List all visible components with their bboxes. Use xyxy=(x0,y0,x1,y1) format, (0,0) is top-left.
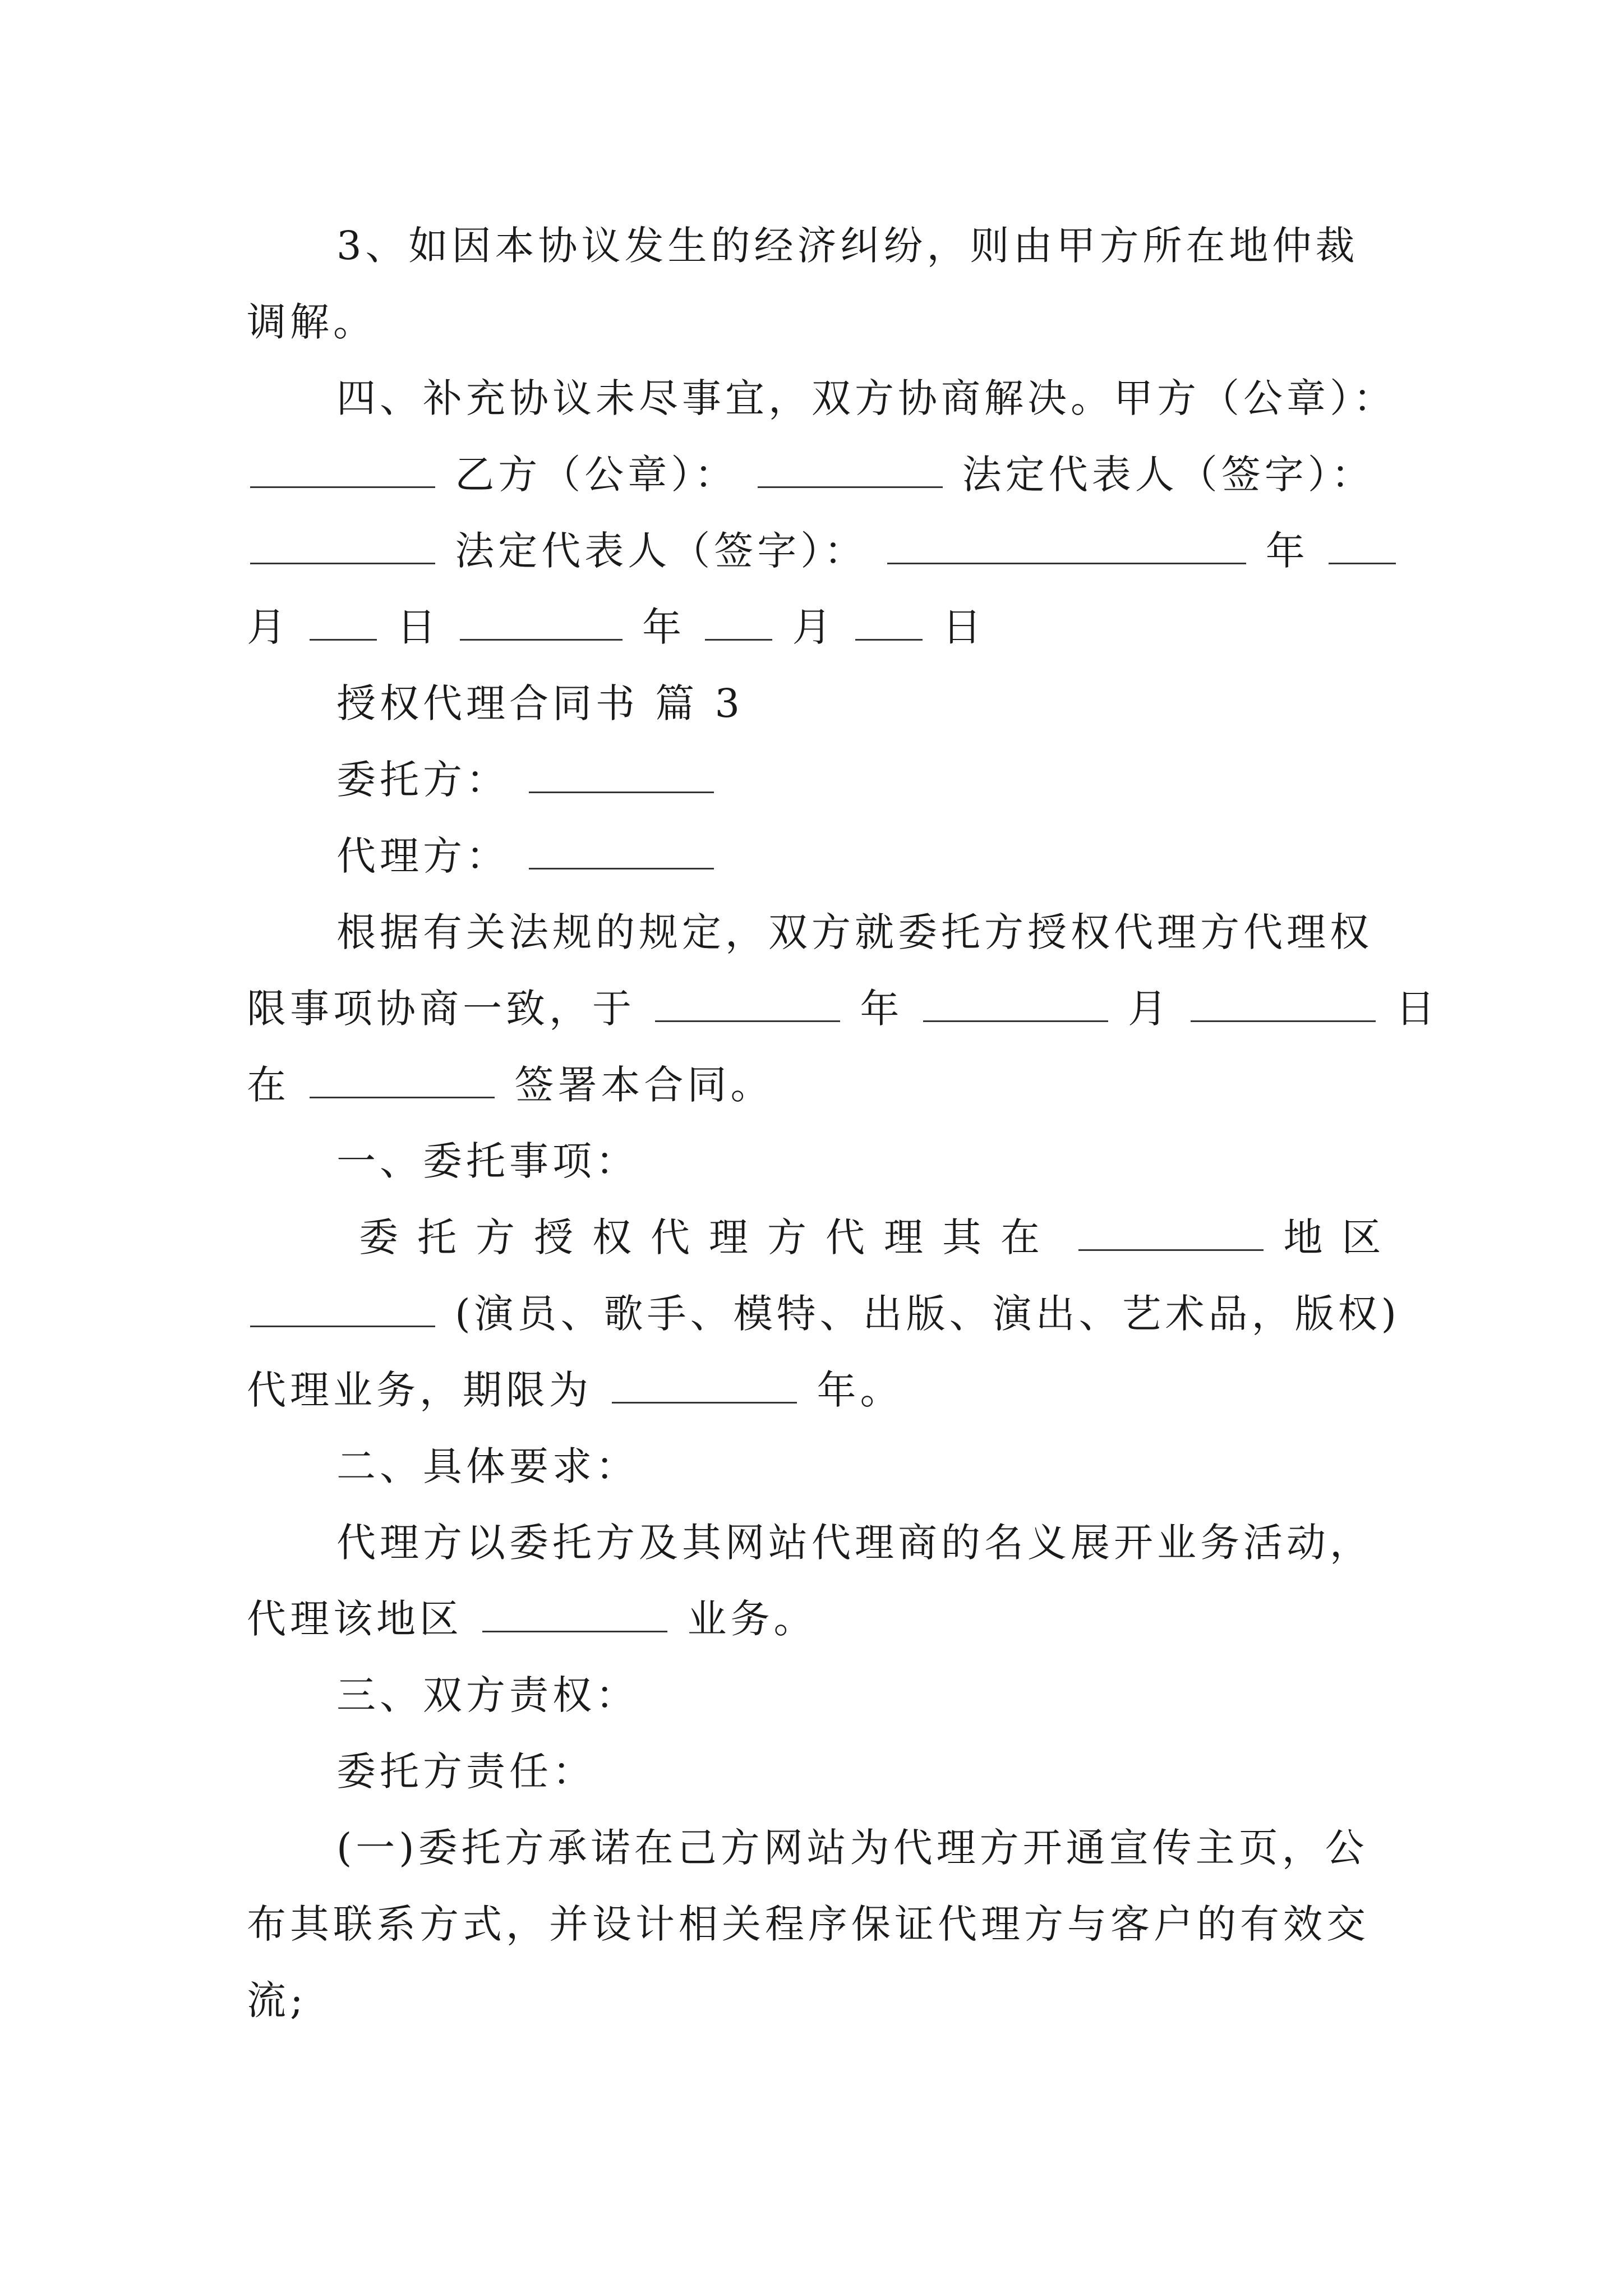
fill-blank xyxy=(1078,1220,1264,1251)
fill-blank xyxy=(887,533,1246,564)
fill-blank xyxy=(250,457,435,488)
section-heading xyxy=(247,1428,1391,1504)
paragraph-line xyxy=(247,1352,1391,1428)
text: 一、委托事项： xyxy=(336,1138,639,1184)
paragraph-line xyxy=(247,1581,1391,1657)
fill-blank xyxy=(612,1373,797,1404)
paragraph-line xyxy=(247,1199,1400,1276)
text: 授权代理合同书 篇 3 xyxy=(336,680,744,726)
fill-blank xyxy=(855,610,923,641)
paragraph-line xyxy=(247,1733,1391,1810)
text: 法定代表人（签字）： xyxy=(455,528,868,574)
paragraph-line xyxy=(247,894,1391,970)
text: 3、如因本协议发生的经济纠纷，则由甲方所在地仲裁 xyxy=(336,223,1359,269)
text: 年 xyxy=(1265,528,1309,574)
paragraph-line xyxy=(247,1962,1391,2039)
text: (一)委托方承诺在己方网站为代理方开通宣传主页，公 xyxy=(336,1825,1368,1871)
fill-blank xyxy=(1191,991,1376,1022)
fill-blank xyxy=(923,991,1108,1022)
text: 法定代表人（签字）： xyxy=(962,452,1375,498)
fill-blank xyxy=(250,533,435,564)
section-heading xyxy=(247,1123,1391,1199)
paragraph-line xyxy=(247,1810,1391,1886)
fill-blank xyxy=(758,457,943,488)
paragraph-line xyxy=(247,970,1439,1047)
text: 在 xyxy=(247,1062,290,1108)
text: 委托方： xyxy=(336,757,509,803)
fill-blank xyxy=(529,762,714,793)
text: 调解。 xyxy=(247,299,376,345)
section-heading xyxy=(247,1657,1391,1733)
fill-blank xyxy=(529,839,714,869)
text: 四、补充协议未尽事宜，双方协商解决。甲方（公章）： xyxy=(336,375,1396,421)
text: 三、双方责权： xyxy=(336,1672,639,1718)
fill-blank xyxy=(1329,533,1396,564)
section-heading xyxy=(247,665,1391,742)
text: 委托方责任： xyxy=(336,1749,596,1795)
paragraph-line xyxy=(247,1047,1391,1123)
text: 代理该地区 xyxy=(247,1596,463,1642)
fill-blank xyxy=(310,610,377,641)
text: 月 xyxy=(792,604,836,650)
text: 年 xyxy=(860,986,903,1032)
text: 年。 xyxy=(817,1367,903,1413)
text: 月 xyxy=(1128,986,1172,1032)
paragraph-line xyxy=(247,1504,1391,1581)
fill-blank xyxy=(250,1296,435,1327)
paragraph-line xyxy=(247,1886,1391,1962)
text: 业务。 xyxy=(687,1596,817,1642)
text: 根据有关法规的规定，双方就委托方授权代理方代理权 xyxy=(336,909,1373,955)
text: 二、具体要求： xyxy=(336,1443,639,1489)
text: 代理方以委托方及其网站代理商的名义展开业务活动， xyxy=(336,1520,1373,1566)
paragraph-line xyxy=(247,1276,1400,1352)
text: 代理方： xyxy=(336,833,509,879)
text: 限事项协商一致，于 xyxy=(247,986,635,1032)
fill-blank xyxy=(460,610,623,641)
signature-line xyxy=(247,513,1391,589)
date-line xyxy=(247,589,1391,665)
fill-blank xyxy=(310,1068,495,1098)
paragraph-line xyxy=(247,208,1391,284)
text: 月 xyxy=(247,604,290,650)
fill-blank xyxy=(705,610,772,641)
document-page xyxy=(247,208,1439,2039)
text: 乙方（公章）： xyxy=(455,452,738,498)
text: 地区 xyxy=(1283,1214,1400,1260)
text: 布其联系方式，并设计相关程序保证代理方与客户的有效交 xyxy=(247,1901,1370,1947)
text: 日 xyxy=(942,604,986,650)
signature-line xyxy=(247,436,1391,513)
text: 年 xyxy=(642,604,686,650)
party-line xyxy=(247,742,1391,818)
fill-blank xyxy=(482,1602,667,1632)
text: 委托方授权代理方代理其在 xyxy=(359,1214,1059,1260)
text: 签署本合同。 xyxy=(514,1062,774,1108)
text: 日 xyxy=(1395,986,1439,1032)
text: 代理业务，期限为 xyxy=(247,1367,592,1413)
fill-blank xyxy=(655,991,840,1022)
text: (演员、歌手、模特、出版、演出、艺术品，版权) xyxy=(455,1291,1400,1337)
text: 日 xyxy=(396,604,440,650)
paragraph-line xyxy=(247,360,1396,436)
party-line xyxy=(247,818,1391,894)
text: 流; xyxy=(247,1977,307,2023)
paragraph-line xyxy=(247,284,1391,360)
